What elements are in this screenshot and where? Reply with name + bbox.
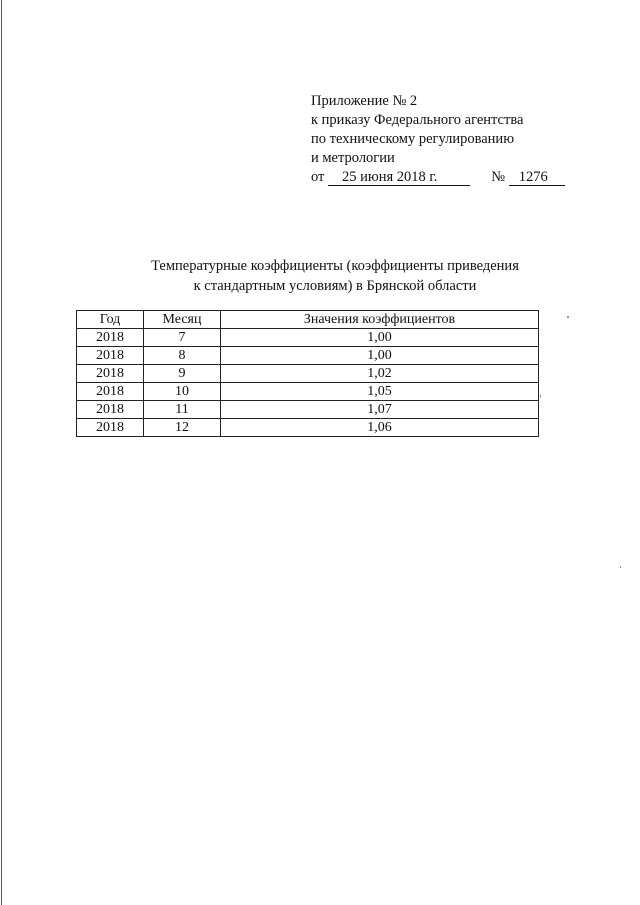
cell-month: 11: [144, 401, 221, 419]
cell-coefficient: 1,00: [221, 329, 539, 347]
cell-coefficient: 1,02: [221, 365, 539, 383]
cell-coefficient: 1,00: [221, 347, 539, 365]
cell-month: 8: [144, 347, 221, 365]
order-prefix: от: [311, 169, 325, 185]
table-header-row: [77, 311, 539, 329]
order-number-label: №: [491, 169, 506, 185]
title-line-1: Температурные коэффициенты (коэффициенты приведения: [151, 258, 519, 274]
table-row: [77, 383, 539, 401]
cell-year: 2018: [77, 329, 144, 347]
cell-month: 7: [144, 329, 221, 347]
table-row: [77, 347, 539, 365]
title-line-2: к стандартным условиям) в Брянской области: [193, 278, 477, 294]
table-row: [77, 329, 539, 347]
annex-agency-line: по техническому регулированию: [311, 131, 515, 147]
document-title: [60, 256, 610, 296]
annex-number: Приложение № 2: [311, 93, 418, 109]
cell-year: 2018: [77, 347, 144, 365]
annex-agency-line-end: и метрологии: [311, 150, 395, 166]
scan-speck: [567, 316, 569, 318]
cell-month: 12: [144, 419, 221, 437]
cell-month: 9: [144, 365, 221, 383]
cell-month: 10: [144, 383, 221, 401]
table-row: [77, 365, 539, 383]
table-row: [77, 419, 539, 437]
scan-speck: [540, 395, 541, 398]
coefficients-table: [76, 310, 539, 437]
cell-coefficient: 1,06: [221, 419, 539, 437]
cell-year: 2018: [77, 383, 144, 401]
annex-header: [311, 92, 611, 187]
header-month: Месяц: [144, 311, 221, 329]
cell-coefficient: 1,07: [221, 401, 539, 419]
cell-year: 2018: [77, 401, 144, 419]
scan-speck: [620, 566, 621, 568]
cell-year: 2018: [77, 419, 144, 437]
cell-year: 2018: [77, 365, 144, 383]
scan-edge-line: [1, 0, 2, 905]
order-date: 25 июня 2018 г.: [328, 170, 470, 186]
cell-coefficient: 1,05: [221, 383, 539, 401]
header-year: Год: [77, 311, 144, 329]
table-row: [77, 401, 539, 419]
order-date-number: [311, 168, 611, 187]
annex-order-ref: к приказу Федерального агентства: [311, 112, 524, 128]
header-coefficient: Значения коэффициентов: [221, 311, 539, 329]
order-number: 1276: [509, 170, 565, 186]
